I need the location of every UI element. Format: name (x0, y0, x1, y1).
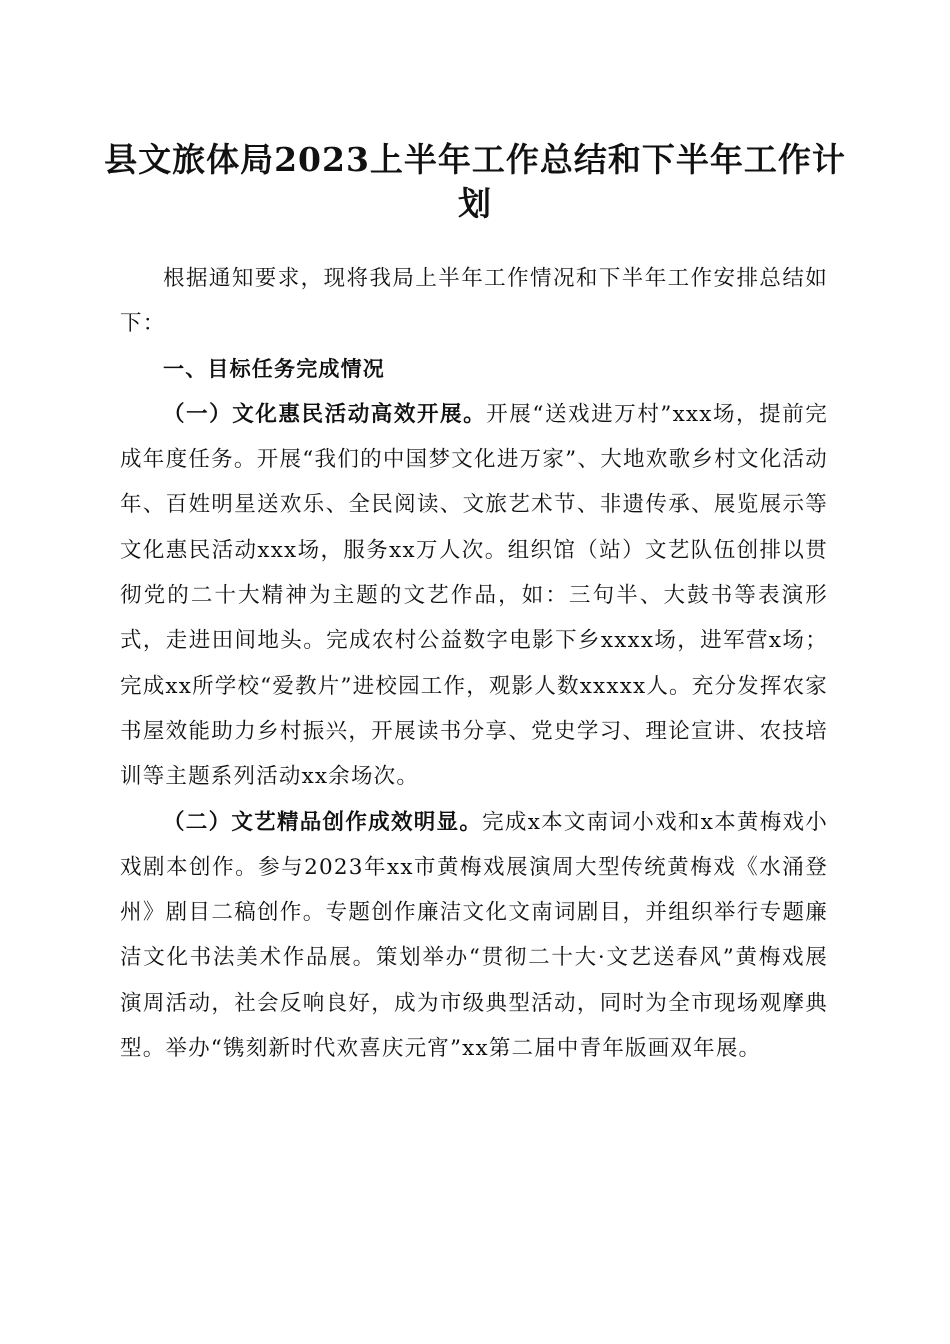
item-1-lead: （一）文化惠民活动高效开展。 (163, 401, 487, 427)
paragraph-item-1 (120, 392, 828, 800)
item-2-body: 完成x本文南词小戏和x本黄梅戏小戏剧本创作。参与2023年xx市黄梅戏展演周大型传统黄梅戏《水涌登州》剧目二稿创作。专题创作廉洁文化文南词剧目，并组织举行专题廉洁文化书法美术作品展。策划举办“贯彻二十大·文艺送春风”黄梅戏展演周活动，社会反响良好，成为市级典型活动，同时为全市现场观摩典型。举办“镌刻新时代欢喜庆元宵”xx第二届中青年版画双年展。 (120, 809, 828, 1062)
intro-paragraph: 根据通知要求，现将我局上半年工作情况和下半年工作安排总结如下： (120, 266, 828, 337)
document-title: 县文旅体局2023上半年工作总结和下半年工作计划 (104, 140, 846, 223)
paragraph-item-2 (120, 800, 828, 1072)
document-body (120, 256, 828, 1071)
section-heading: 一、目标任务完成情况 (163, 356, 385, 381)
item-1-body: 开展“送戏进万村”xxx场，提前完成年度任务。开展“我们的中国梦文化进万家”、大地欢歌乡村文化活动年、百姓明星送欢乐、全民阅读、文旅艺术节、非遗传承、展览展示等文化惠民活动xxx场，服务xx万人次。组织馆（站）文艺队伍创排以贯彻党的二十大精神为主题的文艺作品，如：三句半、大鼓书等表演形式，走进田间地头。完成农村公益数字电影下乡xxxx场，进军营x场；完成xx所学校“爱教片”进校园工作，观影人数xxxxx人。充分发挥农家书屋效能助力乡村振兴，开展读书分享、党史学习、理论宣讲、农技培训等主题系列活动xx余场次。 (120, 401, 828, 790)
item-2-lead: （二）文艺精品创作成效明显。 (163, 809, 483, 835)
